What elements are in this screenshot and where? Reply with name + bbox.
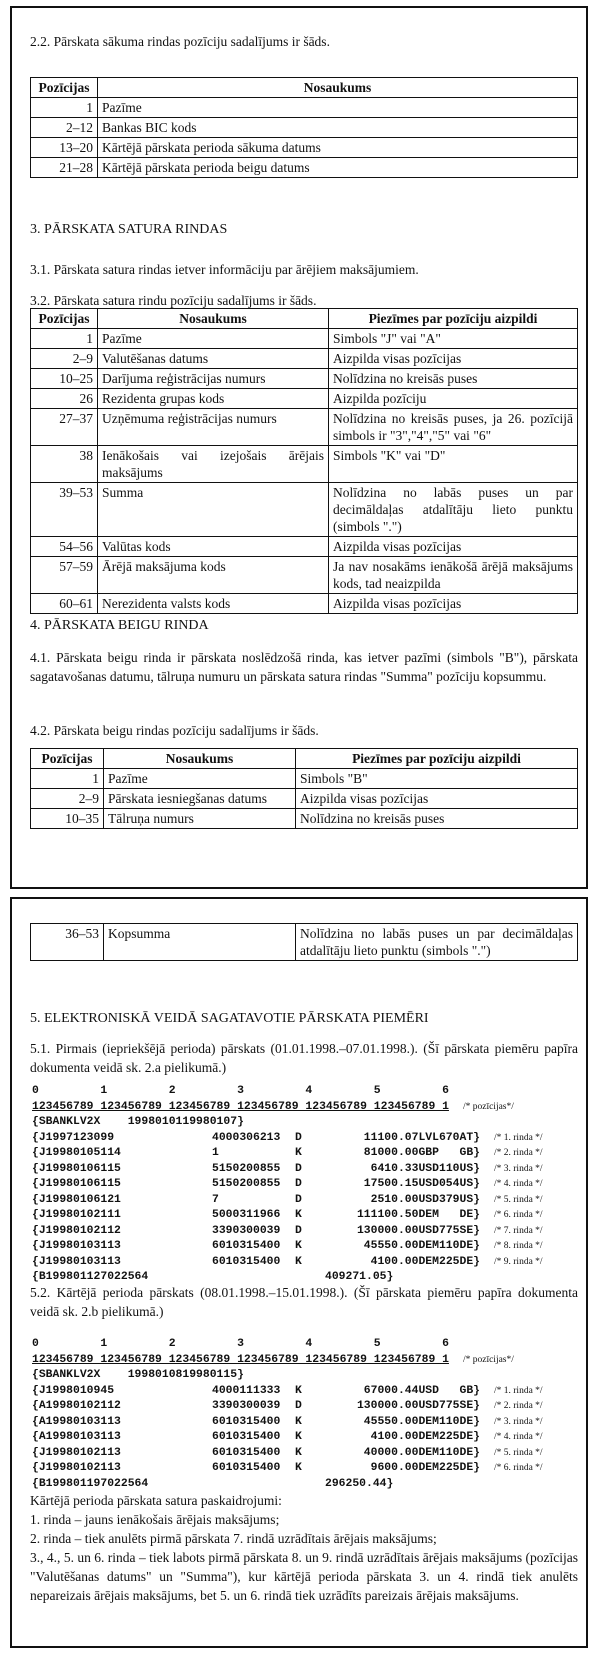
- cell-name: Ienākošais vai izejošais ārējais maksājums: [98, 446, 329, 483]
- col-header: Piezīmes par pozīciju aizpildi: [329, 309, 578, 329]
- table-row: [31, 483, 578, 537]
- example-2-code: [32, 1337, 543, 1492]
- ruler-comment: /* pozīcijas*/: [462, 1354, 514, 1365]
- section-4-1: 4.1. Pārskata beigu rinda ir pārskata noslēdzošā rinda, kas ietver pazīmi (simbols "B"), pārskata sagatavošanas datumu, tālruņa numuru un pārskata satura rindas "Summa" pozīciju kopsummu.: [30, 650, 578, 684]
- cell-name: Summa: [98, 483, 329, 537]
- cell-note: Aizpilda visas pozīcijas: [329, 594, 578, 614]
- cell-name: Uzņēmuma reģistrācijas numurs: [98, 409, 329, 446]
- header-record-line: [32, 1115, 543, 1131]
- record-direction: D: [295, 1178, 302, 1190]
- cell-name: Pārskata iesniegšanas datums: [104, 789, 296, 809]
- record-id: {J19980106115: [32, 1162, 121, 1175]
- ruler-line: [32, 1353, 543, 1369]
- col-header: Piezīmes par pozīciju aizpildi: [296, 749, 578, 769]
- record-direction: K: [295, 1240, 302, 1252]
- cell-position: 1: [31, 769, 104, 789]
- table-row: [31, 158, 578, 178]
- cell-name: Pazīme: [98, 98, 578, 118]
- cell-position: 1: [31, 98, 98, 118]
- record-comment: /* 6. rinda */: [494, 1463, 543, 1473]
- record-id: {A19980103113: [32, 1415, 121, 1428]
- record-amount: 111100.50DEM DE}: [356, 1209, 480, 1221]
- record-direction: K: [295, 1384, 302, 1397]
- ruler-tens-line: [32, 1084, 543, 1100]
- ruler-positions: 123456789 123456789 123456789 123456789 123456789 123456789 1: [32, 1353, 449, 1366]
- cell-note: Nolīdzina no kreisās puses, ja 26. pozīcijā simbols ir "3","4","5" vai "6": [329, 409, 578, 446]
- table-row: [31, 349, 578, 369]
- start-row-table: [30, 77, 578, 178]
- record-direction: K: [295, 1446, 302, 1459]
- record-direction: D: [295, 1224, 302, 1237]
- col-header: Nosaukums: [104, 749, 296, 769]
- record-amount: 45550.00DEM110DE}: [363, 1240, 480, 1252]
- record-comment: /* 8. rinda */: [494, 1241, 543, 1251]
- record-comment: /* 4. rinda */: [494, 1179, 543, 1189]
- document-page-2: [10, 897, 588, 1648]
- record-line: [32, 1461, 543, 1477]
- content-row-table: [30, 308, 578, 614]
- cell-position: 1: [31, 329, 98, 349]
- header-record: {SBANKLV2X 1998010119980107}: [32, 1116, 244, 1128]
- record-amount: 9600.00DEM225DE}: [370, 1462, 480, 1474]
- heading-5: 5. ELEKTRONISKĀ VEIDĀ SAGATAVOTIE PĀRSKATA PIEMĒRI: [30, 1011, 429, 1026]
- table-row: [31, 329, 578, 349]
- record-line: [32, 1239, 543, 1255]
- cell-position: 54–56: [31, 537, 98, 557]
- ruler-tens-line: [32, 1337, 543, 1353]
- record-line: [32, 1131, 543, 1147]
- record-code: 5150200855: [212, 1162, 281, 1175]
- record-amount: 6410.33USD110US}: [370, 1162, 480, 1175]
- record-line: [32, 1446, 543, 1462]
- cell-position: 27–37: [31, 409, 98, 446]
- record-comment: /* 3. rinda */: [494, 1163, 543, 1174]
- header-record: {SBANKLV2X 1998010819980115}: [32, 1369, 244, 1381]
- footer-total: 409271.05}: [325, 1271, 394, 1283]
- record-amount: 130000.00USD775SE}: [356, 1400, 480, 1412]
- record-direction: K: [295, 1209, 302, 1221]
- record-comment: /* 7. rinda */: [494, 1225, 543, 1236]
- col-header: Pozīcijas: [31, 78, 98, 98]
- record-id: {J1998010945: [32, 1384, 115, 1397]
- col-header: Nosaukums: [98, 309, 329, 329]
- table-row: [31, 924, 578, 961]
- record-comment: /* 1. rinda */: [494, 1385, 543, 1396]
- cell-name: Kārtējā pārskata perioda sākuma datums: [98, 138, 578, 158]
- record-code: 1: [212, 1147, 219, 1159]
- cell-note: Simbols "K" vai "D": [329, 446, 578, 483]
- explanations-title: Kārtējā perioda pārskata satura paskaidrojumi:: [30, 1493, 282, 1508]
- record-line: [32, 1224, 543, 1240]
- record-code: 4000111333: [212, 1384, 281, 1397]
- heading-3: 3. PĀRSKATA SATURA RINDAS: [30, 222, 228, 237]
- record-line: [32, 1177, 543, 1193]
- cell-note: Simbols "B": [296, 769, 578, 789]
- cell-name: Nerezidenta valsts kods: [98, 594, 329, 614]
- record-direction: K: [295, 1415, 302, 1428]
- table-row: [31, 769, 578, 789]
- record-id: {J19980103113: [32, 1240, 121, 1252]
- document-page-1: [10, 6, 588, 889]
- cell-position: 38: [31, 446, 98, 483]
- cell-position: 39–53: [31, 483, 98, 537]
- record-line: [32, 1146, 543, 1162]
- cell-note: Aizpilda visas pozīcijas: [329, 537, 578, 557]
- record-amount: 40000.00DEM110DE}: [363, 1446, 480, 1459]
- record-line: [32, 1384, 543, 1400]
- table-row: [31, 369, 578, 389]
- cell-name: Ārējā maksājuma kods: [98, 557, 329, 594]
- cell-position: 57–59: [31, 557, 98, 594]
- record-direction: D: [295, 1131, 302, 1144]
- end-row-table-continued: [30, 923, 578, 961]
- ruler-tens: 0 1 2 3 4 5 6: [32, 1338, 449, 1350]
- table-row: [31, 557, 578, 594]
- cell-note: Nolīdzina no kreisās puses: [296, 809, 578, 829]
- record-direction: K: [295, 1255, 302, 1268]
- record-code: 5000311966: [212, 1209, 281, 1221]
- record-amount: 4100.00DEM225DE}: [370, 1255, 480, 1268]
- heading-4: 4. PĀRSKATA BEIGU RINDA: [30, 618, 209, 633]
- cell-position: 2–9: [31, 349, 98, 369]
- record-comment: /* 6. rinda */: [494, 1210, 543, 1220]
- record-line: [32, 1430, 543, 1446]
- cell-position: 10–25: [31, 369, 98, 389]
- cell-name: Kārtējā pārskata perioda beigu datums: [98, 158, 578, 178]
- cell-name: Bankas BIC kods: [98, 118, 578, 138]
- record-id: {J19980102111: [32, 1209, 121, 1221]
- record-line: [32, 1193, 543, 1209]
- record-amount: 81000.00GBP GB}: [363, 1147, 480, 1159]
- ruler-comment: /* pozīcijas*/: [462, 1101, 514, 1112]
- cell-name: Rezidenta grupas kods: [98, 389, 329, 409]
- section-2-2: 2.2. Pārskata sākuma rindas pozīciju sadalījums ir šāds.: [30, 34, 330, 49]
- record-comment: /* 1. rinda */: [494, 1132, 543, 1143]
- table-row: [31, 789, 578, 809]
- record-amount: 11100.07LVL670AT}: [363, 1131, 480, 1144]
- cell-position: 13–20: [31, 138, 98, 158]
- section-5-2: 5.2. Kārtējā perioda pārskats (08.01.1998.–15.01.1998.). (Šī pārskata piemēru papīra dokumenta veidā sk. 2.b pielikumā.): [30, 1285, 578, 1319]
- explanations: [30, 1491, 578, 1605]
- record-amount: 4100.00DEM225DE}: [370, 1431, 480, 1443]
- cell-note: Nolīdzina no kreisās puses: [329, 369, 578, 389]
- record-code: 3390300039: [212, 1224, 281, 1237]
- record-line: [32, 1415, 543, 1431]
- cell-note: Nolīdzina no labās puses un par decimāldaļas atdalītāju lieto punktu (simbols "."): [329, 483, 578, 537]
- record-id: {J19980102112: [32, 1224, 121, 1237]
- record-code: 6010315400: [212, 1446, 281, 1459]
- record-code: 6010315400: [212, 1240, 281, 1252]
- spacer: [212, 1477, 295, 1493]
- footer-id: {B199801197022564: [32, 1477, 149, 1490]
- table-row: [31, 389, 578, 409]
- cell-note: Simbols "J" vai "A": [329, 329, 578, 349]
- cell-name: Pazīme: [98, 329, 329, 349]
- record-id: {A19980102112: [32, 1400, 121, 1412]
- record-comment: /* 5. rinda */: [494, 1194, 543, 1205]
- record-code: 6010315400: [212, 1255, 281, 1268]
- footer-record-line: [32, 1477, 543, 1493]
- cell-note: Aizpilda visas pozīcijas: [296, 789, 578, 809]
- record-code: 4000306213: [212, 1131, 281, 1144]
- example-1-code: [32, 1084, 543, 1286]
- cell-name: Valūtas kods: [98, 537, 329, 557]
- explanation-item: 3., 4., 5. un 6. rinda – tiek labots pirmā pārskata 8. un 9. rindā uzrādītais ārējais maksājums (pozīcijas "Valutēšanas datums" un "Summa"), kur kārtējā perioda pārskata 3. un 4. rindā tiek anulēts nepareizais ārējais maksājums, bet 5. un 6. rindā tiek uzrādīts pareizais ārējais maksājums.: [30, 1550, 578, 1603]
- record-id: {A19980103113: [32, 1431, 121, 1443]
- cell-position: 26: [31, 389, 98, 409]
- cell-note: Aizpilda pozīciju: [329, 389, 578, 409]
- table-row: [31, 537, 578, 557]
- section-3-1: 3.1. Pārskata satura rindas ietver informāciju par ārējiem maksājumiem.: [30, 262, 419, 277]
- record-direction: D: [295, 1193, 302, 1206]
- record-code: 3390300039: [212, 1400, 281, 1412]
- record-amount: 67000.44USD GB}: [363, 1384, 480, 1397]
- table-row: [31, 98, 578, 118]
- record-line: [32, 1399, 543, 1415]
- cell-name: Valutēšanas datums: [98, 349, 329, 369]
- cell-note: Aizpilda visas pozīcijas: [329, 349, 578, 369]
- record-direction: K: [295, 1462, 302, 1474]
- col-header: Pozīcijas: [31, 749, 104, 769]
- col-header: Nosaukums: [98, 78, 578, 98]
- record-comment: /* 2. rinda */: [494, 1148, 543, 1158]
- cell-position: 2–9: [31, 789, 104, 809]
- record-code: 6010315400: [212, 1415, 281, 1428]
- record-direction: K: [295, 1431, 302, 1443]
- record-code: 6010315400: [212, 1431, 281, 1443]
- record-line: [32, 1162, 543, 1178]
- record-code: 7: [212, 1193, 219, 1206]
- ruler-positions: 123456789 123456789 123456789 123456789 123456789 123456789 1: [32, 1100, 449, 1113]
- spacer: [295, 1477, 325, 1493]
- header-record-line: [32, 1368, 543, 1384]
- table-row: [31, 594, 578, 614]
- end-row-table: [30, 748, 578, 829]
- record-amount: 45550.00DEM110DE}: [363, 1415, 480, 1428]
- table-row: [31, 138, 578, 158]
- table-row: [31, 409, 578, 446]
- cell-position: 10–35: [31, 809, 104, 829]
- record-comment: /* 4. rinda */: [494, 1432, 543, 1442]
- table-row: [31, 118, 578, 138]
- record-amount: 2510.00USD379US}: [370, 1193, 480, 1206]
- record-id: {J1997123099: [32, 1131, 115, 1144]
- record-direction: K: [295, 1147, 302, 1159]
- record-line: [32, 1208, 543, 1224]
- record-direction: D: [295, 1400, 302, 1412]
- cell-position: 36–53: [31, 924, 104, 961]
- cell-name: Tālruņa numurs: [104, 809, 296, 829]
- col-header: Pozīcijas: [31, 309, 98, 329]
- explanation-item: 2. rinda – tiek anulēts pirmā pārskata 7. rindā uzrādītais ārējais maksājums;: [30, 1531, 437, 1546]
- ruler-tens: 0 1 2 3 4 5 6: [32, 1085, 449, 1097]
- record-comment: /* 9. rinda */: [494, 1256, 543, 1267]
- cell-note: Ja nav nosakāms ienākošā ārējā maksājums kods, tad neaizpilda: [329, 557, 578, 594]
- cell-position: 21–28: [31, 158, 98, 178]
- ruler-line: [32, 1100, 543, 1116]
- record-id: {J19980105114: [32, 1147, 121, 1159]
- cell-name: Kopsumma: [104, 924, 296, 961]
- record-comment: /* 5. rinda */: [494, 1447, 543, 1458]
- table-row: [31, 446, 578, 483]
- cell-name: Darījuma reģistrācijas numurs: [98, 369, 329, 389]
- cell-note: Nolīdzina no labās puses un par decimāldaļas atdalītāju lieto punktu (simbols "."): [296, 924, 578, 961]
- record-id: {J19980102113: [32, 1462, 121, 1474]
- record-amount: 130000.00USD775SE}: [356, 1224, 480, 1237]
- cell-position: 60–61: [31, 594, 98, 614]
- section-5-1: 5.1. Pirmais (iepriekšējā perioda) pārskats (01.01.1998.–07.01.1998.). (Šī pārskata piemēru papīra dokumenta veidā sk. 2.a pielikumā.): [30, 1041, 578, 1075]
- record-code: 5150200855: [212, 1178, 281, 1190]
- record-direction: D: [295, 1162, 302, 1175]
- record-id: {J19980102113: [32, 1446, 121, 1459]
- cell-name: Pazīme: [104, 769, 296, 789]
- table-row: [31, 809, 578, 829]
- record-code: 6010315400: [212, 1462, 281, 1474]
- explanation-item: 1. rinda – jauns ienākošais ārējais maksājums;: [30, 1512, 280, 1527]
- record-id: {J19980103113: [32, 1255, 121, 1268]
- footer-id: {B199801127022564: [32, 1271, 149, 1283]
- section-4-2: 4.2. Pārskata beigu rindas pozīciju sadalījums ir šāds.: [30, 723, 319, 738]
- footer-total: 296250.44}: [325, 1477, 394, 1490]
- record-amount: 17500.15USD054US}: [363, 1178, 480, 1190]
- record-line: [32, 1255, 543, 1271]
- record-comment: /* 3. rinda */: [494, 1416, 543, 1427]
- section-3-2: 3.2. Pārskata satura rindu pozīciju sadalījums ir šāds.: [30, 293, 317, 308]
- record-comment: /* 2. rinda */: [494, 1401, 543, 1411]
- cell-position: 2–12: [31, 118, 98, 138]
- record-id: {J19980106121: [32, 1193, 121, 1206]
- record-id: {J19980106115: [32, 1178, 121, 1190]
